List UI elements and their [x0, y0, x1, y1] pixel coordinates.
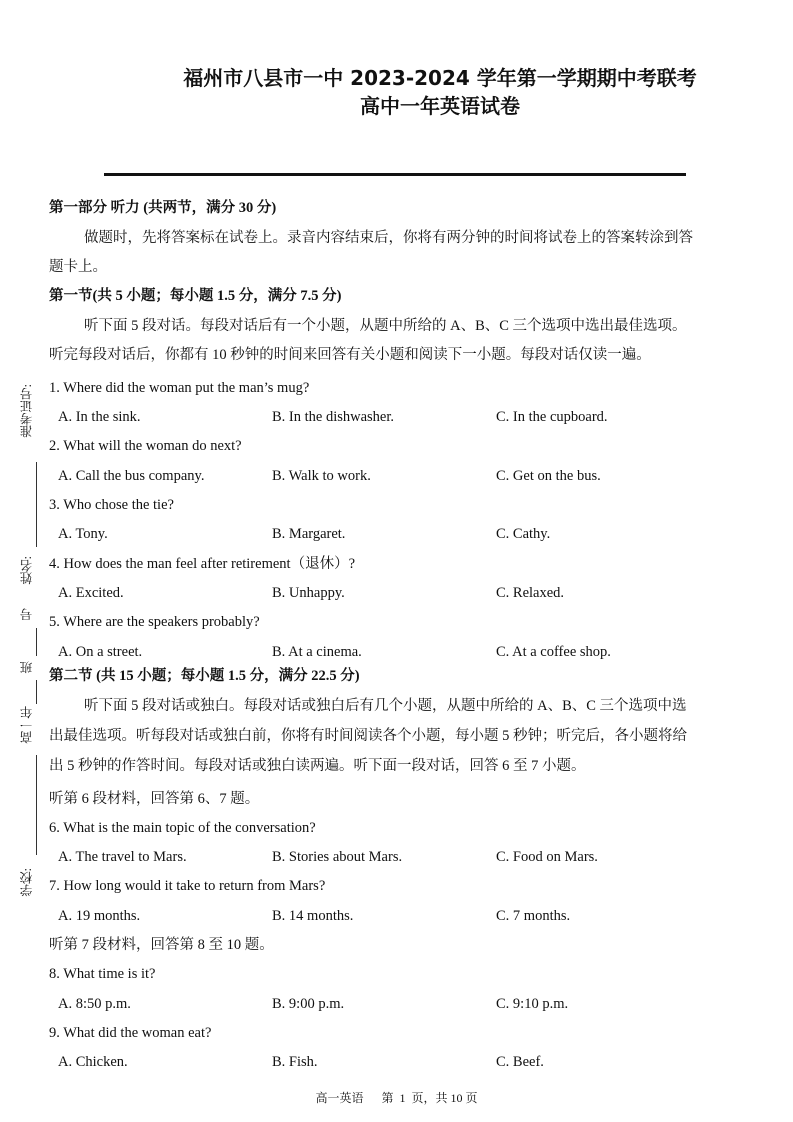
- option-a: A. 8:50 p.m.: [58, 996, 131, 1012]
- part1-intro-cont: 题卡上。: [49, 259, 107, 275]
- exam-title-line2: 高中一年英语试卷: [360, 94, 520, 118]
- option-b: B. 14 months.: [272, 908, 354, 924]
- option-a: A. In the sink.: [58, 409, 141, 425]
- part1-heading: 第一部分 听力 (共两节，满分 30 分): [49, 200, 277, 216]
- margin-grade-label: 高一年: [20, 706, 34, 744]
- option-b: B. Margaret.: [272, 526, 346, 542]
- option-c: C. Food on Mars.: [496, 849, 598, 865]
- margin-school-label: 学校:: [20, 868, 34, 897]
- option-a: A. Excited.: [58, 585, 124, 601]
- section2-intro-cont2: 出 5 秒钟的作答时间。每段对话或独白读两遍。听下面一段对话，回答 6 至 7 小题。: [49, 758, 586, 774]
- option-b: B. At a cinema.: [272, 644, 362, 660]
- section2-heading: 第二节 (共 15 小题；每小题 1.5 分，满分 22.5 分): [49, 668, 360, 684]
- option-a: A. On a street.: [58, 644, 143, 660]
- option-b: B. Walk to work.: [272, 468, 371, 484]
- option-c: C. Cathy.: [496, 526, 551, 542]
- section2-intro: 听下面 5 段对话或独白。每段对话或独白后有几个小题，从题中所给的 A、B、C 三个选项中选: [84, 698, 687, 714]
- question-text: 2. What will the woman do next?: [49, 438, 242, 454]
- option-b: B. Unhappy.: [272, 585, 345, 601]
- question-text: 5. Where are the speakers probably?: [49, 614, 260, 630]
- margin-school-line: [36, 755, 37, 855]
- section1-intro-cont: 听完每段对话后，你都有 10 秒钟的时间来回答有关小题和阅读下一小题。每段对话仅读一遍。: [49, 347, 651, 363]
- option-c: C. 9:10 p.m.: [496, 996, 569, 1012]
- option-a: A. Tony.: [58, 526, 108, 542]
- question-text: 7. How long would it take to return from Mars?: [49, 878, 326, 894]
- section1-intro: 听下面 5 段对话。每段对话后有一个小题，从题中所给的 A、B、C 三个选项中选出最佳选项。: [84, 318, 687, 334]
- part1-intro: 做题时，先将答案标在试卷上。录音内容结束后，你将有两分钟的时间将试卷上的答案转涂到答: [84, 230, 693, 246]
- margin-number-label: 号: [20, 608, 34, 621]
- question-text: 6. What is the main topic of the conversation?: [49, 820, 316, 836]
- option-c: C. Relaxed.: [496, 585, 565, 601]
- margin-name-label: 姓名:: [20, 556, 34, 585]
- margin-number-line: [36, 628, 37, 656]
- question-text: 4. How does the man feel after retirement（退休）?: [49, 556, 356, 572]
- margin-class-line: [36, 680, 37, 704]
- option-b: B. In the dishwasher.: [272, 409, 395, 425]
- material-7-instruction: 听第 7 段材料，回答第 8 至 10 题。: [49, 937, 274, 953]
- option-b: B. 9:00 p.m.: [272, 996, 345, 1012]
- page-footer: 高一英语 第 1 页，共 10 页: [315, 1091, 478, 1105]
- question-text: 9. What did the woman eat?: [49, 1025, 212, 1041]
- question-text: 1. Where did the woman put the man’s mug?: [49, 380, 310, 396]
- section1-heading: 第一节(共 5 小题；每小题 1.5 分，满分 7.5 分): [49, 288, 342, 304]
- option-a: A. The travel to Mars.: [58, 849, 187, 865]
- title-divider: [104, 173, 686, 176]
- margin-class-label: 班: [20, 661, 34, 674]
- option-c: C. 7 months.: [496, 908, 571, 924]
- option-a: A. 19 months.: [58, 908, 141, 924]
- option-c: C. In the cupboard.: [496, 409, 608, 425]
- margin-exam-id-label: 准考证号:: [20, 384, 34, 438]
- section2-intro-cont: 出最佳选项。听每段对话或独白前，你将有时间阅读各个小题，每小题 5 秒钟；听完后，各小题将给: [49, 728, 687, 744]
- option-b: B. Stories about Mars.: [272, 849, 403, 865]
- exam-title-line1: 福州市八县市一中 2023-2024 学年第一学期期中考联考: [183, 66, 697, 90]
- question-text: 3. Who chose the tie?: [49, 497, 174, 513]
- option-a: A. Call the bus company.: [58, 468, 205, 484]
- option-c: C. Beef.: [496, 1054, 544, 1070]
- material-6-instruction: 听第 6 段材料，回答第 6、7 题。: [49, 791, 260, 807]
- option-c: C. At a coffee shop.: [496, 644, 611, 660]
- option-c: C. Get on the bus.: [496, 468, 601, 484]
- margin-exam-id-line: [36, 462, 37, 547]
- question-text: 8. What time is it?: [49, 966, 156, 982]
- option-b: B. Fish.: [272, 1054, 318, 1070]
- option-a: A. Chicken.: [58, 1054, 128, 1070]
